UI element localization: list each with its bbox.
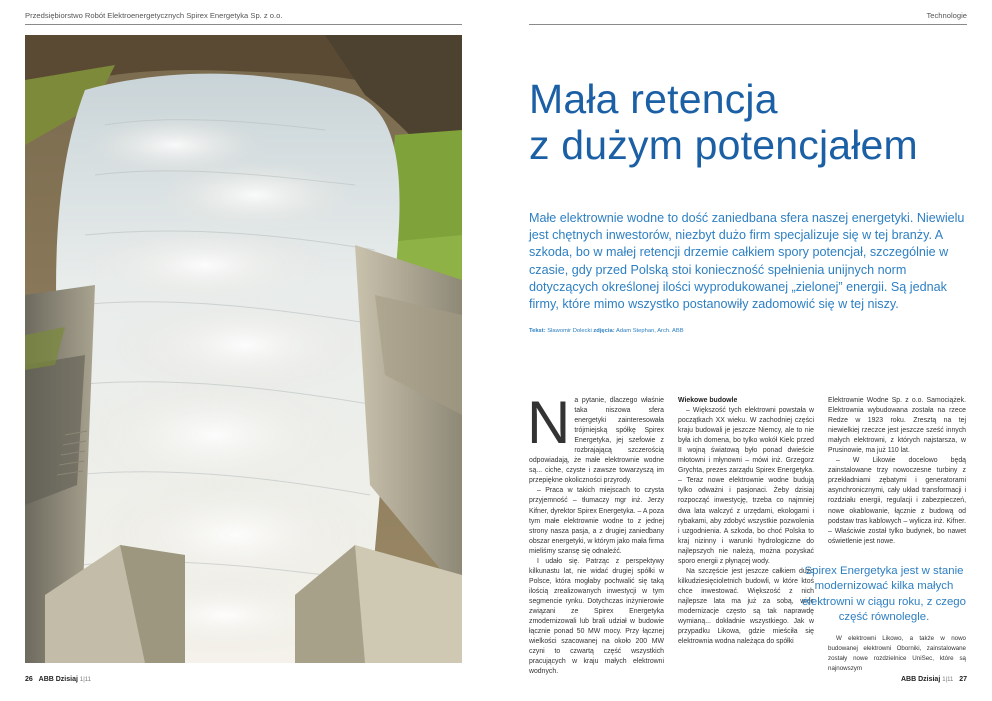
article-lead: Małe elektrownie wodne to dość zaniedbana sfera naszej energetyki. Niewielu jest chętnych inwestorów, niezbyt dużo firm specjalizuje się w tej branży. A szkoda, bo w małej retencji drzemie całkiem spory potencjał, szczególnie w czasie, gdy przed Polską stoi konieczność spełnienia unijnych norm dotyczących określonej ilości wyprodukowanej „zielonej” energii. Są jednak firmy, które mimo wszystko postanowiły zadomowić się w tej niszy. [529, 211, 965, 312]
credit-photos: Adam Stephan, Arch. ABB [615, 328, 684, 334]
running-header-right: Technologie [926, 11, 967, 20]
article-title-line2: z dużym potencjałem [529, 122, 918, 168]
page-number-left: 26 [25, 676, 33, 683]
col3-paragraph: – W Likowie docelowo będą zainstalowane trzy nowoczesne turbiny z przekładniami zębatymi i generatorami asynchronicznymi, cały układ transformacji i rozdziału energii, regulacji i zabezpieczeń, nowe okablowanie, łącznie z budową od podstaw tras kablowych – wylicza inż. Kifner. – Właściwie został tylko budynek, bo nawet oświetlenie jest nowe. [828, 457, 966, 545]
col3-paragraph: W elektrowni Likowo, a także w nowo budowanej elektrowni Oborniki, zainstalowane zostały nowe rozdzielnice UniSec, które są najnowszym [828, 635, 966, 672]
page-number-right: 27 [959, 676, 967, 683]
article-column-3-continued [828, 634, 966, 674]
footer-left [25, 676, 91, 683]
col1-paragraph: – Praca w takich miejscach to czysta przyjemność – tłumaczy mgr inż. Jerzy Kifner, dyrektor Spirex Energetyka. – A poza tym małe elektrownie wodne to z jednej strony nasza pasja, a z drugiej zaniedbany obszar energetyki, w którym jako mała firma mieliśmy szansę się odnaleźć. [529, 487, 664, 555]
running-header-left: Przedsiębiorstwo Robót Elektroenergetycznych Spirex Energetyka Sp. z o.o. [25, 11, 283, 20]
drop-cap: N [527, 389, 571, 456]
section-heading: Wiekowe budowle [678, 397, 738, 404]
magazine-name-right: ABB Dzisiaj [900, 676, 941, 683]
col2-paragraph: – Większość tych elektrowni powstała w początkach XX wieku. W zachodniej części kraju budowali je jeszcze Niemcy, ale to nie była ich domena, bo tylko wokół Kielc przed II wojną światową było ponad dwieście młotowni i młynowni – mówi inż. Grzegorz Grychta, prezes zarządu Spirex Energetyka. – Teraz nowe elektrownie wodne budują tylko odważni i pasjonaci. Żeby dzisiaj rozpocząć inwestycję, trzeba co najmniej dwa lata walczyć z urzędami, ekologami i rybakami, aby zdobyć wszystkie pozwolenia i uzgodnienia. A szkoda, bo choć Polska to kraj nizinny i warunki hydrologiczne do najlepszych nie należą, można pozyskać sporo energii z płynącej wody. [678, 407, 814, 565]
magazine-name-left: ABB Dzisiaj [38, 676, 78, 683]
col3-paragraph: Elektrownie Wodne Sp. z o.o. Samociążek. Elektrownia wybudowana została na rzece Redze w 1923 roku. Zresztą na tej niewielkiej rzeczce jest jeszcze sześć innych małych elektrowni, z których najstarsza, w Prusinowie, ma już 110 lat. [828, 397, 966, 455]
credit-text-label: Tekst: [529, 328, 546, 334]
footer-right [901, 676, 967, 683]
article-column-3 [828, 396, 966, 547]
issue-left: 1|11 [79, 677, 92, 683]
issue-right: 1|11 [942, 677, 954, 683]
credit-author: Sławomir Dolecki [547, 328, 592, 334]
col1-paragraph: a pytanie, dlaczego właśnie taka niszowa sfera energetyki zainteresowała trójmiejską spółkę Spirex Energetyka, jej szefowie z rozbrajającą szczerością odpowiadają, że małe elektrownie wodne są... ciche, czyste i zawsze towarzyszą im przepiękne okoliczności przyrody. [529, 397, 664, 485]
credit-photos-label: zdjęcia: [593, 328, 615, 334]
header-rule-right [529, 24, 967, 25]
article-credit [529, 328, 684, 334]
col2-paragraph: Na szczęście jest jeszcze całkiem dużo kilkudziesięcioletnich budowli, w które ktoś chce inwestować. Większość z nich najlepsze lata ma już za sobą, więc modernizacje często są tak naprawdę wymianą... dokładnie wszystkiego. Jak w przypadku Likowa, gdzie mieściła się elektrownia wodna należąca do spółki [678, 567, 814, 646]
header-rule-left [25, 24, 462, 25]
article-column-2 [678, 396, 814, 647]
pull-quote: Spirex Energetyka jest w stanie modernizować kilka małych elektrowni w ciągu roku, z czego część równolegle. [802, 565, 966, 624]
article-title-line1: Mała retencja [529, 76, 778, 122]
dam-spillway-photo [25, 35, 462, 663]
article-title [529, 76, 969, 168]
col1-paragraph: I udało się. Patrząc z perspektywy kilkunastu lat, nie widać drugiej spółki w Polsce, która mogłaby pochwalić się taką ilością zrealizowanych inwestycji w tym segmencie rynku. Dotychczas inżynierowie związani ze Spirex Energetyka zmodernizowali lub brali udział w budowie łącznie ponad 50 MW mocy. Przy łącznej wielkości szacowanej na około 200 MW czyni to czwartą część wszystkich pracujących w kraju małych elektrowni wodnych. [529, 557, 664, 676]
article-column-1 [527, 389, 664, 677]
